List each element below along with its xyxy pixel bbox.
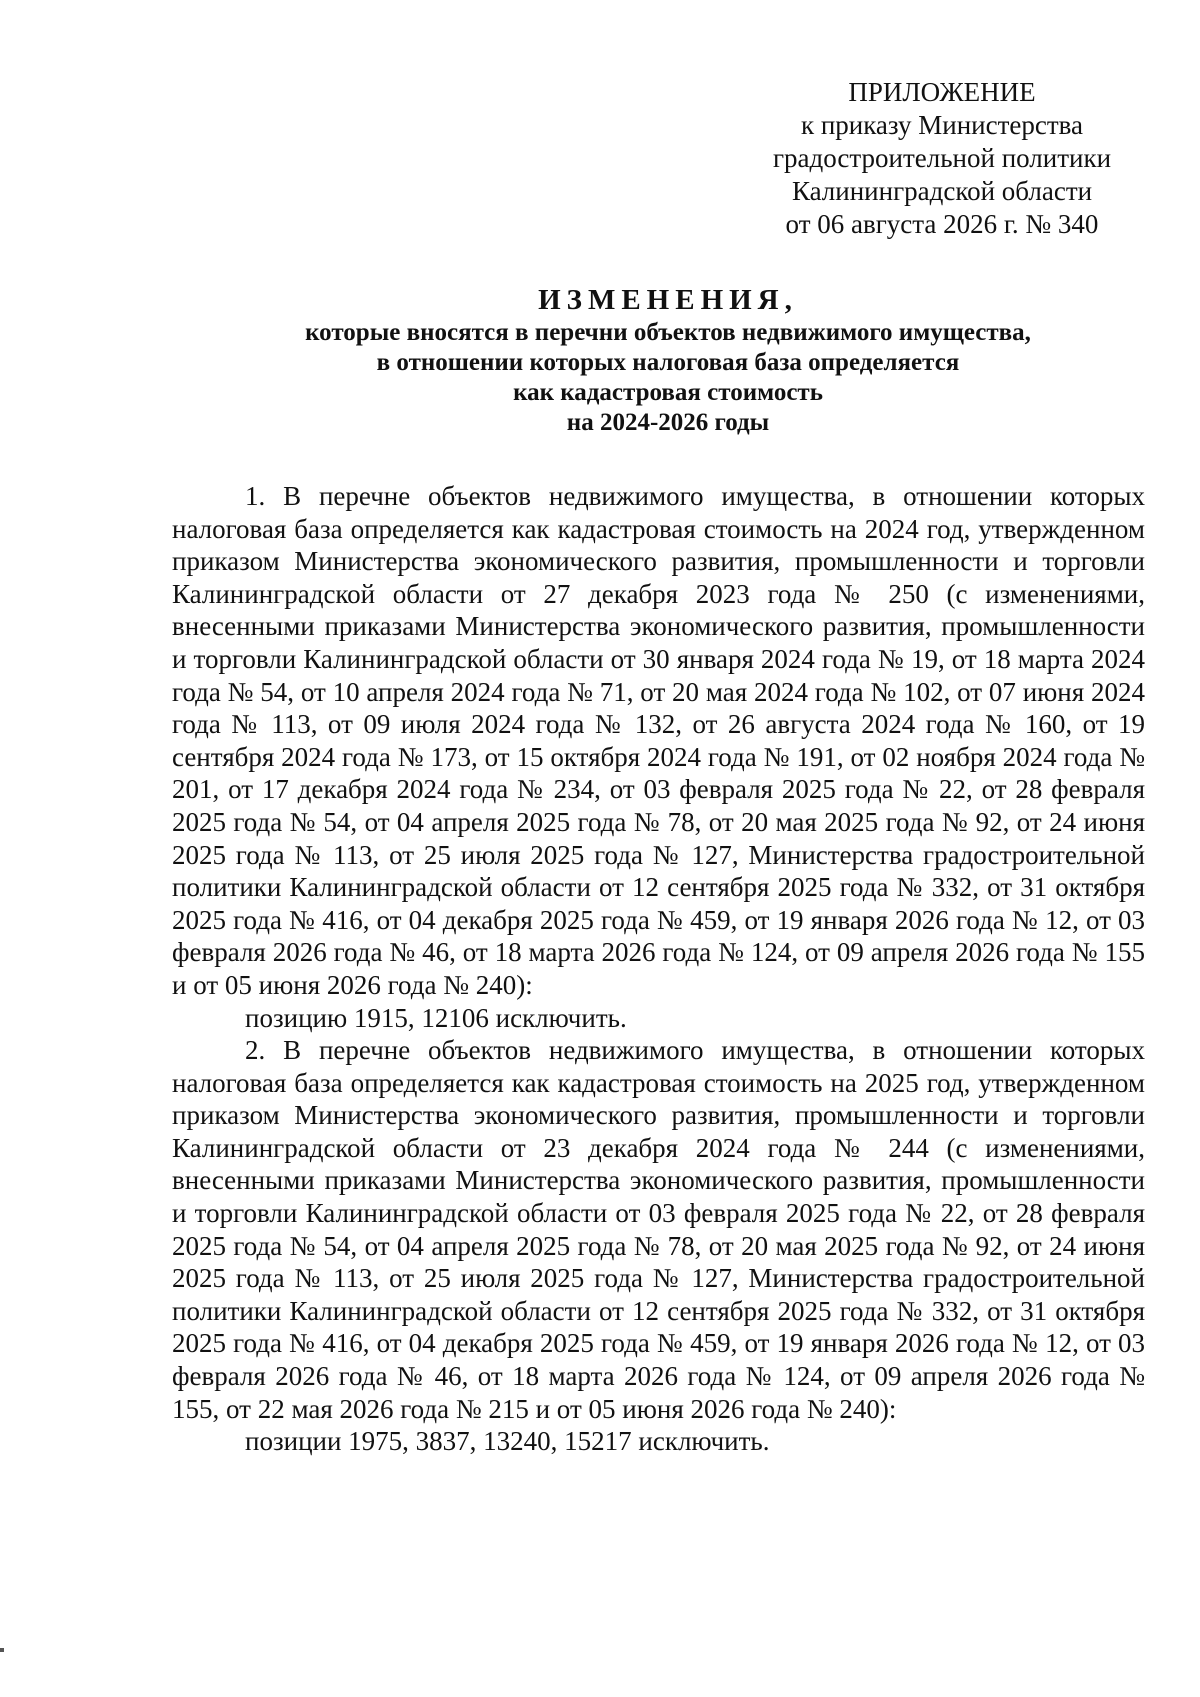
appendix-line-2: градостроительной политики <box>772 143 1112 173</box>
appendix-title: ПРИЛОЖЕНИЕ <box>848 77 1036 107</box>
scan-speck <box>0 1648 4 1652</box>
heading-line-2: в отношении которых налоговая база определяется <box>376 349 960 376</box>
document-heading <box>172 282 1164 438</box>
heading-title: ИЗМЕНЕНИЯ, <box>538 284 798 316</box>
heading-line-1: которые вносятся в перечни объектов недвижимого имущества, <box>305 319 1031 346</box>
item-1-text: 1. В перечне объектов недвижимого имущества, в отношении которых налоговая база определяется как кадастровая стоимость на 2024 год, утвержденном приказом Министерства экономического развития, промышленности и торговли Калининградской области от 27 декабря 2023 года № 250 (с изменениями, внесенными приказами Министерства экономического развития, промышленности и торговли Калининградской области от 30 января 2024 года № 19, от 18 марта 2024 года № 54, от 10 апреля 2024 года № 71, от 20 мая 2024 года № 102, от 07 июня 2024 года № 113, от 09 июля 2024 года № 132, от 26 августа 2024 года № 160, от 19 сентября 2024 года № 173, от 15 октября 2024 года № 191, от 02 ноября 2024 года № 201, от 17 декабря 2024 года № 234, от 03 февраля 2025 года № 22, от 28 февраля 2025 года № 54, от 04 апреля 2025 года № 78, от 20 мая 2025 года № 92, от 24 июня 2025 года № 113, от 25 июля 2025 года № 127, Министерства градостроительной политики Калининградской области от 12 сентября 2025 года № 332, от 31 октября 2025 года № 416, от 04 декабря 2025 года № 459, от 19 января 2026 года № 12, от 03 февраля 2026 года № 46, от 18 марта 2026 года № 124, от 09 апреля 2026 года № 155 и от 05 июня 2026 года № 240): <box>172 481 1145 1000</box>
appendix-block <box>762 76 1122 241</box>
heading-line-4: на 2024-2026 годы <box>566 409 770 436</box>
appendix-line-3: Калининградской области <box>791 176 1093 206</box>
appendix-line-4: от 06 августа 2026 г. № 340 <box>785 209 1099 239</box>
item-1-action: позицию 1915, 12106 исключить. <box>245 1002 627 1033</box>
document-body <box>172 480 1145 1458</box>
item-2-action: позиции 1975, 3837, 13240, 15217 исключить. <box>245 1426 770 1457</box>
item-2-text: 2. В перечне объектов недвижимого имущества, в отношении которых налоговая база определяется как кадастровая стоимость на 2025 год, утвержденном приказом Министерства экономического развития, промышленности и торговли Калининградской области от 23 декабря 2024 года № 244 (с изменениями, внесенными приказами Министерства экономического развития, промышленности и торговли Калининградской области от 03 февраля 2025 года № 22, от 28 февраля 2025 года № 54, от 04 апреля 2025 года № 78, от 20 мая 2025 года № 92, от 24 июня 2025 года № 113, от 25 июля 2025 года № 127, Министерства градостроительной политики Калининградской области от 12 сентября 2025 года № 332, от 31 октября 2025 года № 416, от 04 декабря 2025 года № 459, от 19 января 2026 года № 12, от 03 февраля 2026 года № 46, от 18 марта 2026 года № 124, от 09 апреля 2026 года № 155, от 22 мая 2026 года № 215 и от 05 июня 2026 года № 240): <box>172 1035 1145 1424</box>
heading-line-3: как кадастровая стоимость <box>513 379 823 406</box>
appendix-line-1: к приказу Министерства <box>800 110 1084 140</box>
